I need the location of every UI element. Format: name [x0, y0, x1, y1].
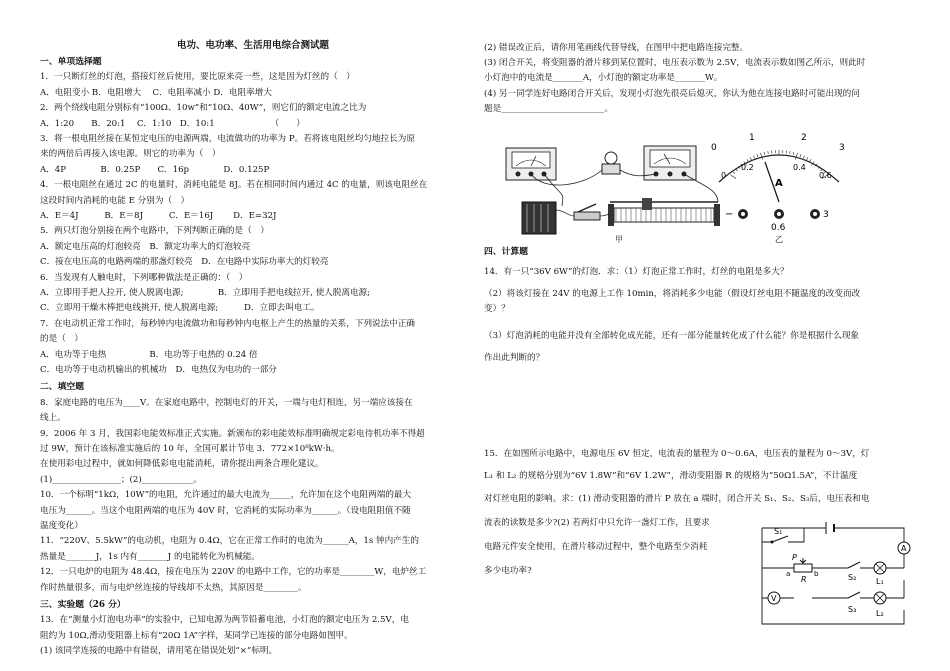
text-line: A．额定电压高的灯泡较亮 B．额定功率大的灯泡较亮	[40, 241, 251, 252]
text-line: 10．一个标明“1kΩ，10W”的电阻，允许通过的最大电流为_____，允许加在这个电阻两端的最大	[40, 490, 412, 501]
dial-tick	[803, 156, 804, 159]
dial-tick-label-02: 0.2	[741, 163, 754, 172]
page-title: 电功、电功率、生活用电综合测试题	[176, 40, 329, 51]
b-label: b	[814, 570, 819, 578]
text-line: 2．两个绕线电阻分别标有“100Ω、10w”和“10Ω、40W”，则它们的额定电流之比为	[40, 103, 367, 114]
text-line: (1)________________；(2)____________。	[40, 474, 202, 485]
left-column	[40, 0, 466, 671]
text-line: 题是________________________。	[484, 103, 613, 114]
text-line: 5．两只灯泡分别接在两个电路中，下列判断正确的是（ ）	[40, 226, 269, 237]
voltmeter-label: V	[771, 594, 777, 603]
l2-label: L₂	[876, 609, 884, 618]
dial-tick	[747, 159, 749, 162]
dial-tick-label-0b: 0	[721, 171, 727, 180]
dial-tick-label-1: 1	[749, 133, 755, 143]
text-line: A．E＝4J B．E＝8J C．E＝16J D．E=32J	[40, 211, 277, 221]
text-line: 11．“220V、5.5kW”的电动机，电阻为 0.4Ω，它在正常工作时的电流为______A，1s 钟内产生的	[40, 536, 419, 547]
battery-pack-icon	[522, 202, 556, 234]
text-line: 13．在“测量小灯泡电功率”的实验中，已知电源为两节铅蓄电池，小灯泡的额定电压为 2.5V，电	[40, 615, 409, 626]
text-line: (3) 闭合开关，将变阻器的滑片移到某位置时，电压表示数为 2.5V，电流表示数如图乙所示，则此时	[484, 58, 866, 69]
dial-tick	[761, 153, 763, 160]
switch-s1-icon	[762, 528, 804, 544]
dial-tick	[731, 175, 737, 179]
a-label: a	[786, 570, 791, 578]
text-line: 在使用彩电过程中，就如何降低彩电电能消耗，请你提出两条合理化建议。	[40, 459, 324, 470]
text-line: (2) 错误改正后，请你用笔画线代替导线，在图甲中把电路连接完整。	[484, 43, 749, 53]
text-line: A．电阻变小 B．电阻增大 C．电阻率减小 D．电阻率增大	[40, 87, 272, 98]
dial-tick-label-2: 2	[801, 133, 807, 143]
ammeter-label: A	[901, 544, 907, 553]
text-line: 4．一根电阻丝在通过 2C 的电量时，消耗电能是 8J。若在相同时间内通过 4C 的电量，则该电阻丝在	[40, 180, 428, 191]
circuit-diagram	[754, 520, 912, 632]
text-line: 6．当发现有人触电时，下列哪种做法是正确的：（ ）	[40, 272, 248, 283]
text-line: 1．一只断灯丝的灯泡，搭接灯丝后使用，要比原来亮一些，这是因为灯丝的（ ）	[40, 72, 355, 83]
question-14-line: （2）将该灯接在 24V 的电源上工作 10min，将消耗多少电能（假设灯丝电阻不随温度的改变而改	[484, 289, 861, 299]
dial-tick-label-3: 3	[839, 143, 845, 153]
lamp-l2-icon	[874, 592, 886, 604]
question-15-line: 流表的读数是多少?(2) 若两灯中只允许一盏灯工作，且要求	[484, 518, 710, 528]
text-line: 作时热量很多，而与电炉丝连接的导线却不太热，其原因是________。	[40, 582, 307, 593]
l1-label: L₁	[876, 577, 884, 586]
text-line: A．1:20 B．20:1 C．1:10 D．10:1 （ ）	[40, 118, 305, 129]
s2-label: S₂	[848, 573, 857, 582]
text-line: 8．家庭电路的电压为____V。在家庭电路中，控制电灯的开关，一端与电灯相连，另一端应该接在	[40, 397, 413, 408]
text-line: 电压为______。当这个电阻两端的电压为 40V 时，它消耗的实际功率为______。（设电阻阻值不随	[40, 505, 411, 516]
question-14-line: （3）灯泡消耗的电能并没有全部转化成光能，还有一部分能量转化成了什么能？你是根据什么现象	[484, 331, 860, 341]
text-line: 12．一只电炉的电阻为 48.4Ω，接在电压为 220V 的电路中工作，它的功率是________W，电炉丝工	[40, 567, 427, 578]
text-line: 线上。	[40, 413, 66, 424]
p-label: P	[792, 553, 797, 562]
dial-tick	[795, 153, 797, 160]
text-line: 来的两倍后再接入该电源。则它的功率为（ ）	[40, 149, 221, 160]
text-line: C．电功等于电动机输出的机械功 D．电热仅为电功的一部分	[40, 365, 277, 375]
terminal-3-label: 3	[823, 210, 829, 220]
dial-tick	[807, 157, 808, 160]
dial-tick	[733, 172, 735, 174]
rheostat-icon	[608, 198, 720, 226]
question-14-line: 变）？	[484, 304, 510, 314]
voltmeter-device-icon	[506, 148, 556, 180]
dial-tick	[800, 154, 801, 157]
text-line: 9．2006 年 3 月，我国彩电能效标准正式实施。新颁布的彩电能效标准明确规定彩电待机功率不得超	[40, 428, 425, 439]
section-heading: 二、填空题	[40, 382, 84, 393]
battery-symbol-icon	[826, 522, 834, 534]
terminal-icons	[738, 209, 820, 219]
section-heading: 四、计算题	[484, 247, 528, 257]
switch-s2-icon	[848, 562, 860, 568]
right-column	[484, 0, 924, 671]
dial-tick	[768, 151, 769, 154]
dial-tick	[790, 151, 791, 154]
dial-tick	[793, 152, 794, 155]
dial-tick	[750, 157, 751, 160]
text-line: (1) 该同学连接的电路中有错误，请用笔在错误处划“×”标明。	[40, 646, 278, 657]
apparatus-figure	[504, 130, 734, 245]
figure-jia-label: 甲	[615, 235, 623, 244]
text-line: 3．将一根电阻丝接在某恒定电压的电源两端，电流做功的功率为 P。若将该电阻丝均匀地拉长为原	[40, 134, 415, 144]
text-line: (4) 另一同学连好电路闭合开关后，发现小灯泡先很亮后熄灭，你认为他在连接电路时可能出现的问	[484, 88, 860, 99]
section-heading: 一、单项选择题	[40, 57, 102, 67]
dial-unit-label: A	[775, 178, 783, 189]
question-14-line: 作出此判断的？	[484, 353, 545, 363]
text-line: 阻约为 10Ω,滑动变阻器上标有“20Ω 1A”字样，某同学已连接的部分电路如图甲。	[40, 630, 353, 641]
s1-label: S₁	[774, 527, 783, 536]
s3-label: S₃	[848, 605, 857, 614]
text-line: 7．在电动机正常工作时，每秒钟内电流做功和每秒钟内电枢上产生的热量的关系，下列说法中正确	[40, 318, 416, 329]
dial-tick-label-0: 0	[711, 143, 717, 153]
text-line: 小灯泡中的电流是_______A，小灯泡的额定功率是_______W。	[484, 73, 723, 84]
lamp-l1-icon	[874, 562, 886, 574]
question-15-line: 15．在如图所示电路中，电源电压 6V 恒定，电流表的量程为 0～0.6A，电压表的量程为 0～3V，灯	[484, 449, 870, 459]
text-line: A．4P B．0.25P C．16p D．0.125P	[40, 164, 270, 175]
dial-tick-label-04: 0.4	[793, 163, 806, 172]
question-15-line: 电路元件安全使用，在滑片移动过程中，整个电路至少消耗	[484, 542, 708, 552]
text-line: C．接在电压高的电路两端的那盏灯较亮 D．在电路中实际功率大的灯较亮	[40, 257, 329, 268]
text-line: 温度变化）	[40, 521, 83, 531]
text-line: 过 9W，预计在该标准实施后的 10 年，全国可累计节电 3．772×10⁸kW·h。	[40, 444, 340, 454]
switch-icon	[574, 204, 600, 220]
dial-tick-label-06: 0.6	[819, 171, 832, 180]
question-15-line: 多少电功率?	[484, 566, 532, 576]
question-15-line: L₁ 和 L₂ 的规格分别为“6V 1.8W”和“6V 1.2W”，滑动变阻器 R 的规格为“50Ω1.5A”，不计温度	[484, 471, 858, 481]
question-14-line: 14．有一只“36V 6W”的灯泡．求：（1）灯泡正常工作时，灯丝的电阻是多大？	[484, 267, 789, 277]
text-line: A．立即用手把人拉开, 使人脱离电源; B．立即用手把电线拉开, 使人脱离电源;	[40, 288, 371, 298]
switch-s3-icon	[848, 592, 860, 598]
section-heading: 三、实验题（26 分）	[40, 600, 126, 610]
question-15-line: 对灯丝电阻的影响。求：(1) 滑动变阻器的滑片 P 放在 a 端时，闭合开关 S₁、S₂、S₃后，电压表和电	[484, 494, 870, 504]
ammeter-dial-figure	[709, 132, 849, 244]
terminal-06-label: 0.6	[771, 223, 786, 233]
text-line: A．电功等于电热 B．电功等于电热的 0.24 倍	[40, 349, 258, 360]
dial-tick	[754, 156, 755, 159]
r-label: R	[801, 575, 807, 584]
text-line: 这段时间内消耗的电能 E 分别为（ ）	[40, 195, 190, 206]
text-line: C．立即用干燥木棒把电线挑开, 使人脱离电源; D．立即去叫电工。	[40, 303, 320, 314]
text-line: 的是（ ）	[40, 334, 83, 345]
dial-tick	[757, 154, 758, 157]
figure-yi-label: 乙	[775, 235, 783, 244]
terminal-minus-label: −	[725, 209, 734, 220]
dial-tick	[764, 152, 765, 155]
dial-tick	[810, 159, 812, 162]
text-line: 热量是_______J，1s 内有_______J 的电能转化为机械能。	[40, 551, 260, 562]
lamp-holder-icon	[602, 152, 620, 174]
